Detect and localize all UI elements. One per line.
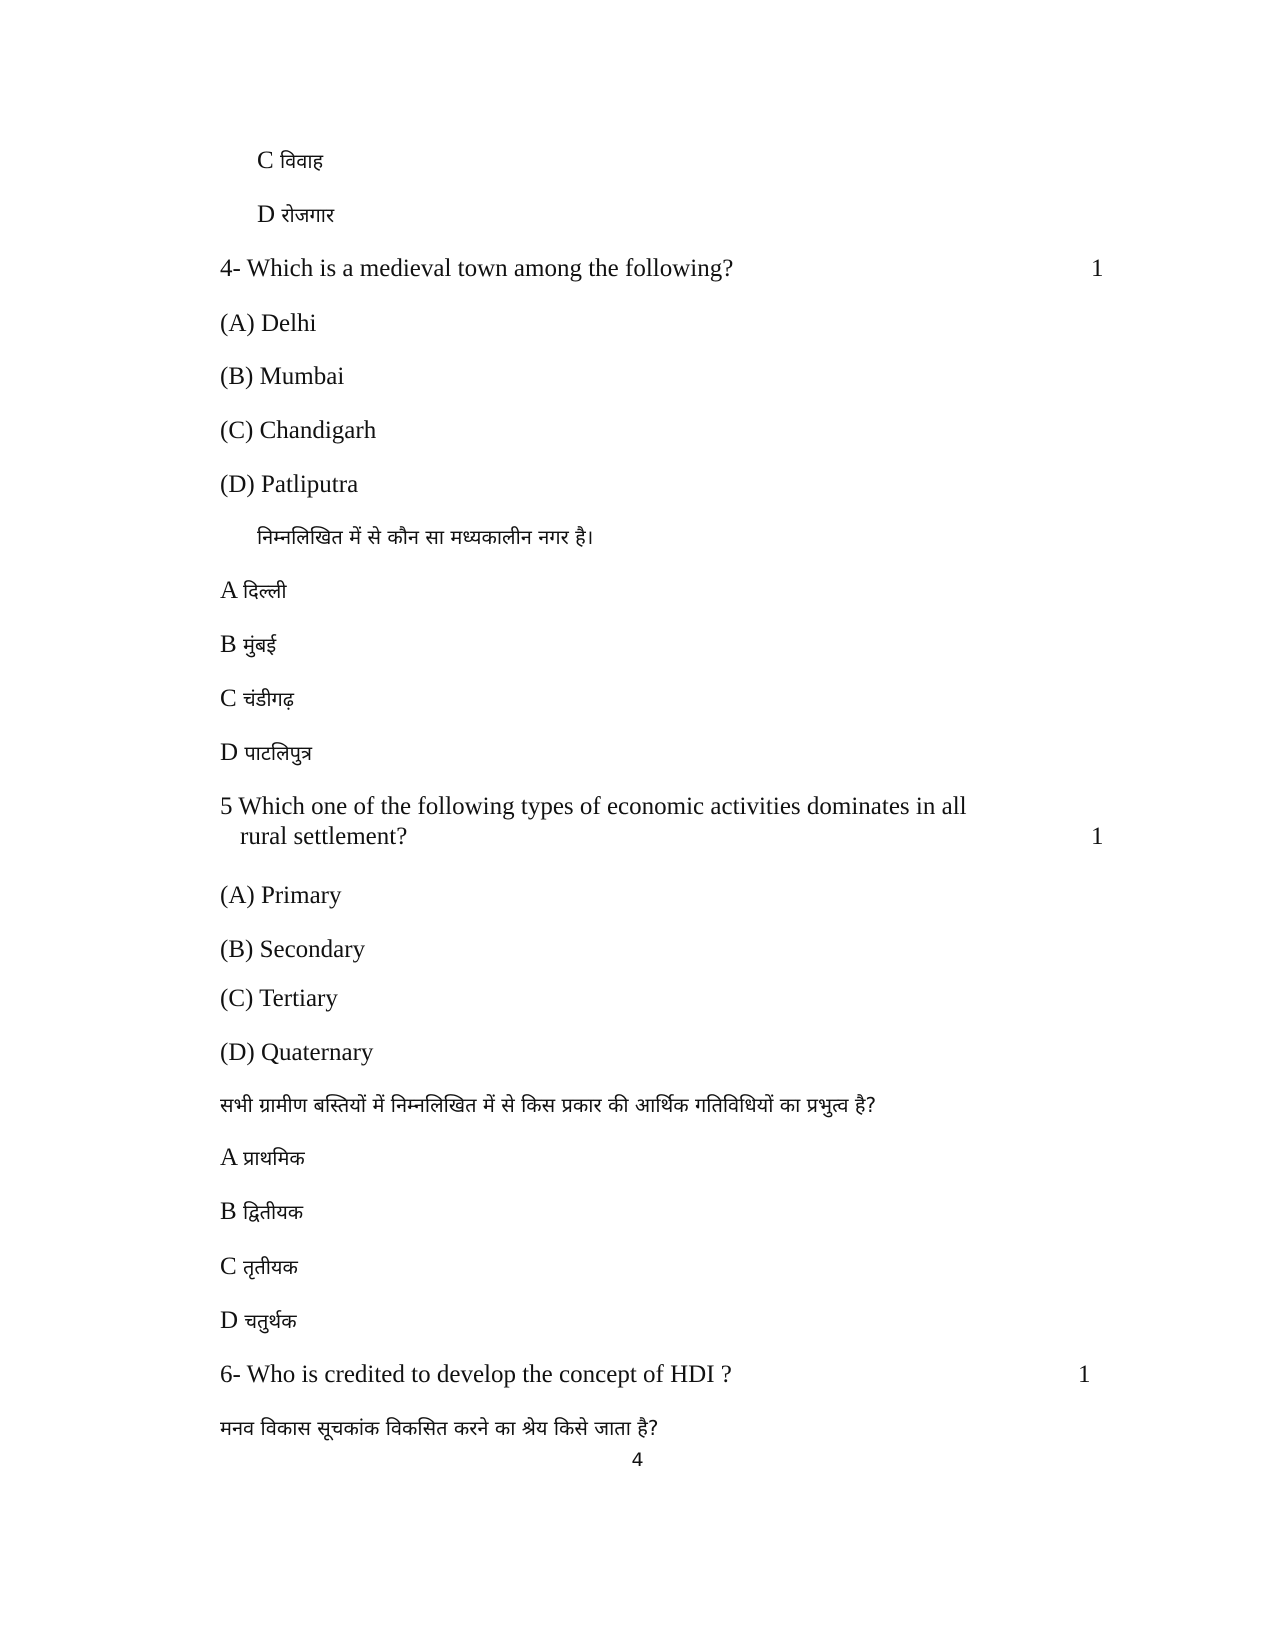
q5-question-hi: सभी ग्रामीण बस्तियों में निम्नलिखित में से किस प्रकार की आर्थिक गतिविधियों का प्रभुत्व है? [220,1093,877,1117]
q4-option-c: (C) Chandigarh [220,417,377,444]
q5-option-b-hi: B द्वितीयक [220,1198,304,1225]
q3-option-c-hi: C विवाह [257,147,324,174]
q6-question: 6- Who is credited to develop the concept of HDI ? [220,1361,732,1388]
q5-option-c-hi: C तृतीयक [220,1253,298,1280]
q4-option-c-hi: C चंडीगढ़ [220,685,295,712]
page-number: 4 [631,1449,644,1471]
q4-marks: 1 [1091,255,1104,282]
q4-option-d: (D) Patliputra [220,471,359,498]
q4-option-d-hi: D पाटलिपुत्र [220,739,313,766]
q4-option-a-hi: A दिल्ली [220,577,287,604]
q6-marks: 1 [1078,1361,1091,1388]
q4-question: 4- Which is a medieval town among the following? [220,255,734,282]
q5-question-line2: rural settlement? [240,823,408,850]
q4-question-hi: निम्नलिखित में से कौन सा मध्यकालीन नगर है। [257,525,594,549]
q5-option-a-hi: A प्राथमिक [220,1144,305,1171]
q5-marks: 1 [1091,823,1104,850]
q5-option-c: (C) Tertiary [220,985,338,1012]
q5-option-a: (A) Primary [220,882,342,909]
q5-option-d-hi: D चतुर्थक [220,1307,297,1334]
q5-option-d: (D) Quaternary [220,1039,374,1066]
q4-option-b-hi: B मुंबई [220,631,277,658]
q5-option-b: (B) Secondary [220,936,366,963]
q5-question-line1: 5 Which one of the following types of economic activities dominates in all [220,793,967,820]
q3-option-d-hi: D रोजगार [257,201,335,228]
q4-option-b: (B) Mumbai [220,363,345,390]
q6-question-hi: मनव विकास सूचकांक विकसित करने का श्रेय किसे जाता है? [220,1416,659,1440]
q4-option-a: (A) Delhi [220,310,317,337]
